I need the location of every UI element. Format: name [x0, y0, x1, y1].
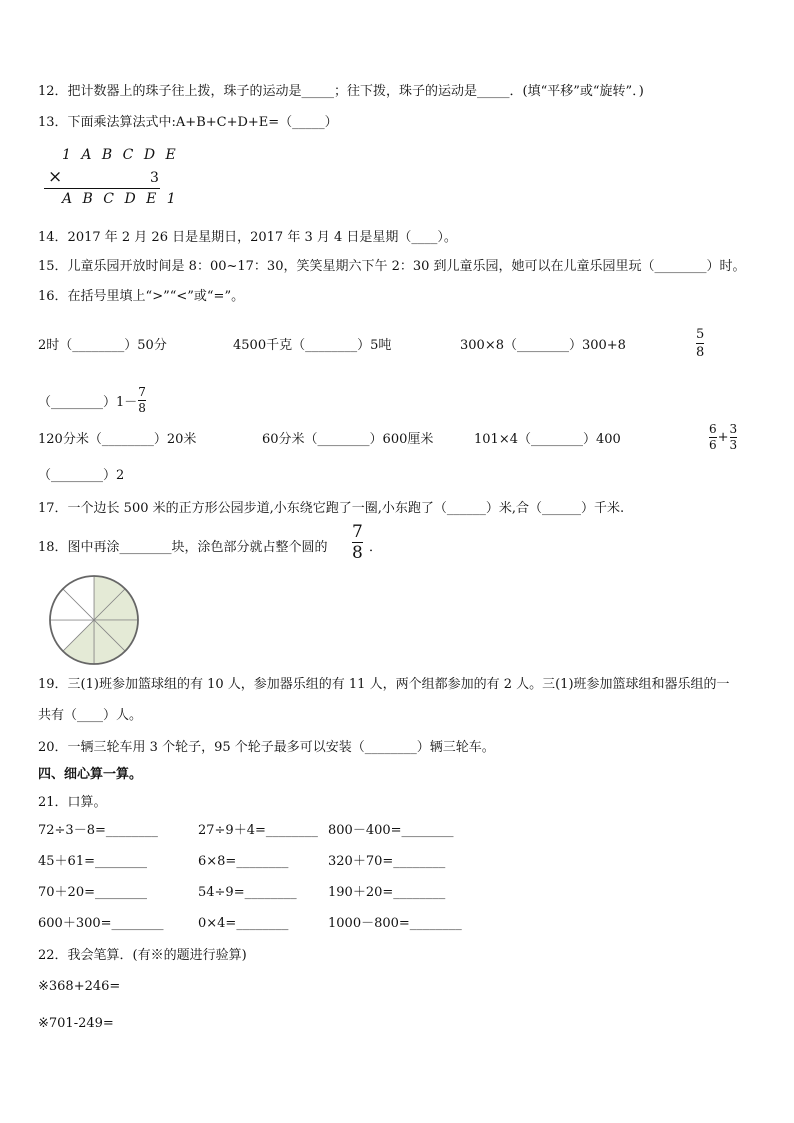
- question-14: 14．2017 年 2 月 26 日是星期日，2017 年 3 月 4 日是星期（____）。: [38, 230, 457, 245]
- question-16: 16．在括号里填上“>”“<”或“=”。: [38, 289, 245, 304]
- mult-row1: 1 A B C D E: [62, 147, 179, 163]
- oral-calc-item: 800－400=________: [328, 823, 454, 838]
- compare-item: 101×4（________）400: [474, 432, 621, 447]
- question-12: 12．把计数器上的珠子往上拨，珠子的运动是_____；往下拨，珠子的运动是_____．(填“平移”或“旋转”．): [38, 84, 644, 99]
- oral-calc-item: 45＋61=________: [38, 854, 147, 869]
- fraction-denominator: 8: [138, 401, 146, 415]
- oral-calc-item: 27÷9＋4=________: [198, 823, 318, 838]
- question-13: 13．下面乘法算法式中:A+B+C+D+E=（_____）: [38, 115, 338, 130]
- question-21: 21．口算。: [38, 795, 107, 810]
- section-heading: 四、细心算一算。: [38, 767, 143, 782]
- fraction-numerator: 3: [729, 422, 738, 436]
- question-22: 22．我会笔算．(有※的题进行验算): [38, 948, 247, 963]
- fraction-6-6: [709, 423, 717, 452]
- question-18: [38, 539, 328, 557]
- question-18-text: 18．图中再涂________块，涂色部分就占整个圆的: [38, 540, 328, 555]
- oral-calc-item: 600＋300=________: [38, 916, 164, 931]
- question-19-line1: 19．三(1)班参加篮球组的有 10 人，参加器乐组的有 11 人，两个组都参加的有 2 人。三(1)班参加篮球组和器乐组的一: [38, 677, 730, 692]
- mult-rule: [44, 188, 160, 189]
- mult-row2: 3: [150, 170, 159, 186]
- oral-calc-item: 72÷3－8=________: [38, 823, 158, 838]
- circle-diagram: [48, 574, 140, 666]
- compare-prefix: （________）1－: [38, 395, 138, 410]
- fraction-7-8-large: [352, 523, 363, 562]
- fraction-numerator: 6: [709, 422, 717, 436]
- fraction-denominator: 8: [352, 543, 363, 563]
- fraction-sum: [708, 423, 738, 452]
- compare-item: （________）2: [38, 468, 125, 483]
- compare-item: 2时（________）50分: [38, 338, 167, 353]
- question-15: 15．儿童乐园开放时间是 8：00~17：30，笑笑星期六下午 2：30 到儿童乐园，她可以在儿童乐园里玩（________）时。: [38, 259, 746, 274]
- fraction-denominator: 3: [729, 438, 738, 452]
- multiplication-vertical: [44, 144, 179, 210]
- compare-item: 4500千克（________）5吨: [233, 338, 392, 353]
- fraction-3-3: [730, 423, 738, 452]
- oral-calc-item: 6×8=________: [198, 854, 289, 869]
- fraction-numerator: 7: [352, 522, 363, 542]
- fraction-denominator: 6: [709, 438, 717, 452]
- question-19-line2: 共有（____）人。: [38, 708, 143, 723]
- oral-calc-item: 190＋20=________: [328, 885, 446, 900]
- compare-item: 300×8（________）300+8: [460, 338, 626, 353]
- oral-calc-item: 1000－800=________: [328, 916, 462, 931]
- compare-item: 120分米（________）20米: [38, 432, 197, 447]
- question-17: 17．一个边长 500 米的正方形公园步道,小东绕它跑了一圈,小东跑了（______）米,合（______）千米.: [38, 501, 625, 516]
- fraction-numerator: 5: [696, 327, 705, 342]
- compare-item: [38, 385, 147, 417]
- fraction-denominator: 8: [696, 345, 705, 360]
- fraction-7-8: [138, 386, 146, 415]
- question-18-suffix: ．: [369, 540, 383, 555]
- written-calc-item: ※701-249=: [38, 1016, 114, 1031]
- compare-item: 60分米（________）600厘米: [262, 432, 434, 447]
- oral-calc-item: 0×4=________: [198, 916, 289, 931]
- fraction-bar: [696, 343, 704, 344]
- mult-operator: ×: [48, 167, 63, 187]
- oral-calc-item: 70＋20=________: [38, 885, 147, 900]
- oral-calc-item: 54÷9=________: [198, 885, 297, 900]
- written-calc-item: ※368+246=: [38, 979, 121, 994]
- question-20: 20．一辆三轮车用 3 个轮子，95 个轮子最多可以安装（________）辆三轮车。: [38, 740, 495, 755]
- plus-sign: +: [717, 430, 729, 445]
- oral-calc-item: 320＋70=________: [328, 854, 446, 869]
- mult-row3: A B C D E 1: [62, 191, 179, 207]
- fraction-numerator: 7: [138, 385, 146, 399]
- fraction-5-8: [696, 327, 704, 360]
